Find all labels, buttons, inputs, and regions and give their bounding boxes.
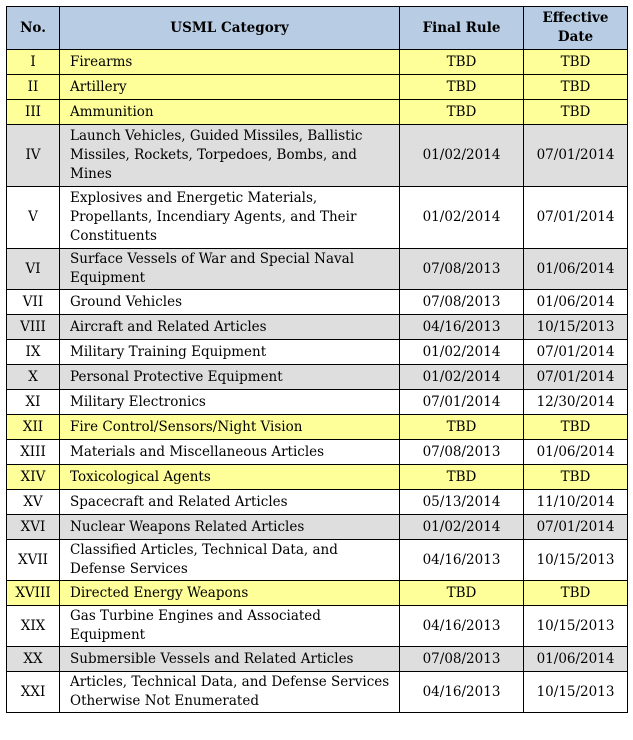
row-category: Firearms [60, 50, 400, 75]
row-effective-date: 07/01/2014 [524, 365, 628, 390]
table-row [7, 581, 628, 606]
row-effective-date: 10/15/2013 [524, 540, 628, 581]
table-row [7, 540, 628, 581]
row-category: Launch Vehicles, Guided Missiles, Ballistic Missiles, Rockets, Torpedoes, Bombs, and Mines [60, 125, 400, 187]
row-category: Directed Energy Weapons [60, 581, 400, 606]
table-row [7, 365, 628, 390]
row-effective-date: 07/01/2014 [524, 515, 628, 540]
row-number: XXI [7, 672, 60, 713]
row-effective-date: TBD [524, 100, 628, 125]
row-number: VII [7, 290, 60, 315]
row-effective-date: 07/01/2014 [524, 340, 628, 365]
column-header-no: No. [7, 7, 60, 50]
row-category: Fire Control/Sensors/Night Vision [60, 415, 400, 440]
row-final-rule: 07/08/2013 [400, 440, 524, 465]
table-row [7, 490, 628, 515]
row-category: Artillery [60, 75, 400, 100]
row-category: Military Training Equipment [60, 340, 400, 365]
table-row [7, 515, 628, 540]
table-row [7, 187, 628, 249]
row-category: Personal Protective Equipment [60, 365, 400, 390]
column-header-effective-date [524, 7, 628, 50]
table-row [7, 465, 628, 490]
row-final-rule: TBD [400, 100, 524, 125]
row-effective-date: 12/30/2014 [524, 390, 628, 415]
row-number: II [7, 75, 60, 100]
row-final-rule: 07/08/2013 [400, 647, 524, 672]
row-effective-date: TBD [524, 415, 628, 440]
row-final-rule: 07/01/2014 [400, 390, 524, 415]
row-effective-date: 11/10/2014 [524, 490, 628, 515]
column-header-final-rule: Final Rule [400, 7, 524, 50]
row-final-rule: 04/16/2013 [400, 315, 524, 340]
table-row [7, 390, 628, 415]
table-row [7, 290, 628, 315]
table-row [7, 50, 628, 75]
row-final-rule: TBD [400, 50, 524, 75]
row-final-rule: TBD [400, 465, 524, 490]
row-number: XVIII [7, 581, 60, 606]
usml-category-table [6, 6, 628, 713]
row-effective-date: TBD [524, 75, 628, 100]
row-category: Surface Vessels of War and Special Naval Equipment [60, 249, 400, 290]
row-number: I [7, 50, 60, 75]
header-row [7, 7, 628, 50]
row-category: Classified Articles, Technical Data, and Defense Services [60, 540, 400, 581]
row-final-rule: TBD [400, 75, 524, 100]
row-final-rule: 05/13/2014 [400, 490, 524, 515]
row-number: XVII [7, 540, 60, 581]
row-effective-date: 07/01/2014 [524, 125, 628, 187]
row-number: IV [7, 125, 60, 187]
row-number: XIV [7, 465, 60, 490]
effective-date-line1: Effective [542, 10, 609, 26]
row-number: XI [7, 390, 60, 415]
row-category: Toxicological Agents [60, 465, 400, 490]
row-category: Materials and Miscellaneous Articles [60, 440, 400, 465]
row-effective-date: 07/01/2014 [524, 187, 628, 249]
row-number: X [7, 365, 60, 390]
row-effective-date: 10/15/2013 [524, 606, 628, 647]
row-effective-date: 01/06/2014 [524, 249, 628, 290]
table-row [7, 415, 628, 440]
row-final-rule: 01/02/2014 [400, 125, 524, 187]
row-number: XIX [7, 606, 60, 647]
row-category: Submersible Vessels and Related Articles [60, 647, 400, 672]
row-number: VI [7, 249, 60, 290]
row-final-rule: 01/02/2014 [400, 340, 524, 365]
table-row [7, 440, 628, 465]
table-row [7, 606, 628, 647]
row-final-rule: TBD [400, 581, 524, 606]
row-effective-date: TBD [524, 581, 628, 606]
row-final-rule: 01/02/2014 [400, 365, 524, 390]
row-category: Gas Turbine Engines and Associated Equipment [60, 606, 400, 647]
row-effective-date: TBD [524, 50, 628, 75]
table-row [7, 672, 628, 713]
row-category: Articles, Technical Data, and Defense Services Otherwise Not Enumerated [60, 672, 400, 713]
table-row [7, 125, 628, 187]
table-body [7, 50, 628, 713]
row-effective-date: 10/15/2013 [524, 672, 628, 713]
row-category: Spacecraft and Related Articles [60, 490, 400, 515]
table-row [7, 315, 628, 340]
row-effective-date: 01/06/2014 [524, 440, 628, 465]
row-category: Nuclear Weapons Related Articles [60, 515, 400, 540]
row-number: III [7, 100, 60, 125]
row-number: VIII [7, 315, 60, 340]
row-category: Ground Vehicles [60, 290, 400, 315]
row-final-rule: 01/02/2014 [400, 515, 524, 540]
row-final-rule: 04/16/2013 [400, 606, 524, 647]
row-final-rule: 07/08/2013 [400, 249, 524, 290]
row-effective-date: 01/06/2014 [524, 647, 628, 672]
row-effective-date: 10/15/2013 [524, 315, 628, 340]
row-number: IX [7, 340, 60, 365]
table-row [7, 100, 628, 125]
table-row [7, 647, 628, 672]
effective-date-line2: Date [557, 29, 594, 45]
row-number: XIII [7, 440, 60, 465]
table-header [7, 7, 628, 50]
column-header-category: USML Category [60, 7, 400, 50]
table-row [7, 249, 628, 290]
row-effective-date: TBD [524, 465, 628, 490]
row-category: Ammunition [60, 100, 400, 125]
row-category: Military Electronics [60, 390, 400, 415]
row-number: V [7, 187, 60, 249]
row-category: Aircraft and Related Articles [60, 315, 400, 340]
table-row [7, 75, 628, 100]
row-number: XVI [7, 515, 60, 540]
row-final-rule: TBD [400, 415, 524, 440]
row-number: XX [7, 647, 60, 672]
row-final-rule: 04/16/2013 [400, 540, 524, 581]
table-row [7, 340, 628, 365]
row-number: XV [7, 490, 60, 515]
row-effective-date: 01/06/2014 [524, 290, 628, 315]
row-category: Explosives and Energetic Materials, Propellants, Incendiary Agents, and Their Constituents [60, 187, 400, 249]
row-number: XII [7, 415, 60, 440]
row-final-rule: 04/16/2013 [400, 672, 524, 713]
row-final-rule: 01/02/2014 [400, 187, 524, 249]
row-final-rule: 07/08/2013 [400, 290, 524, 315]
